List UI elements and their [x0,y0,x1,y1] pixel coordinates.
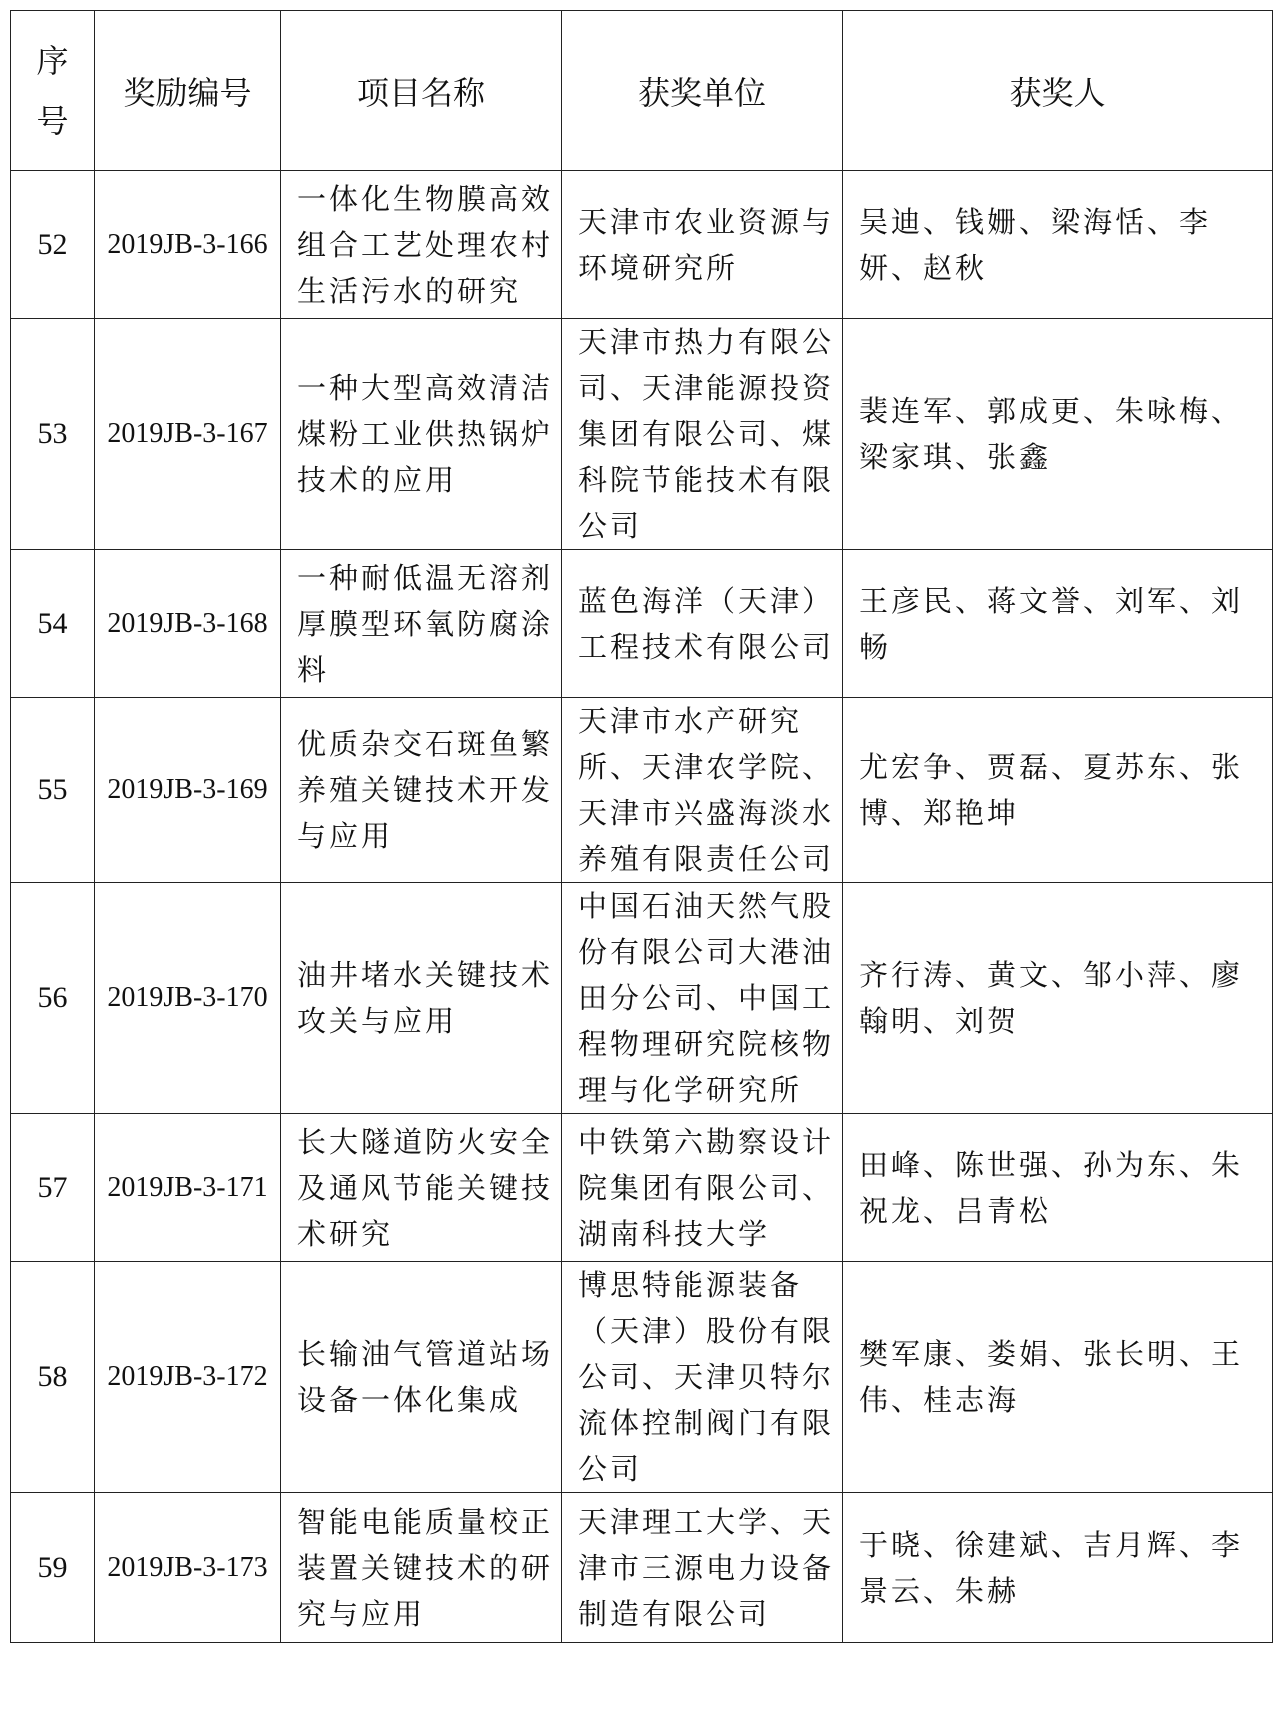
table-row [11,171,1273,319]
header-project-name: 项目名称 [281,11,562,171]
cell-award-code: 2019JB-3-170 [95,883,281,1114]
table-row [11,698,1273,883]
cell-project-name: 一体化生物膜高效组合工艺处理农村生活污水的研究 [281,171,562,319]
cell-seq: 54 [11,550,95,698]
cell-award-unit: 天津市农业资源与环境研究所 [562,171,843,319]
cell-award-code: 2019JB-3-168 [95,550,281,698]
header-winners: 获奖人 [843,11,1273,171]
header-seq-line1: 序 [36,41,69,80]
cell-award-unit: 天津市水产研究所、天津农学院、天津市兴盛海淡水养殖有限责任公司 [562,698,843,883]
cell-seq: 52 [11,171,95,319]
header-award-code: 奖励编号 [95,11,281,171]
table-row [11,883,1273,1114]
table-row [11,550,1273,698]
cell-project-name: 长大隧道防火安全及通风节能关键技术研究 [281,1114,562,1262]
cell-project-name: 智能电能质量校正装置关键技术的研究与应用 [281,1493,562,1643]
header-award-unit: 获奖单位 [562,11,843,171]
cell-winners: 齐行涛、黄文、邹小萍、廖翰明、刘贺 [843,883,1273,1114]
cell-award-code: 2019JB-3-169 [95,698,281,883]
table-row [11,1262,1273,1493]
cell-winners: 尤宏争、贾磊、夏苏东、张博、郑艳坤 [843,698,1273,883]
cell-award-unit: 博思特能源装备（天津）股份有限公司、天津贝特尔流体控制阀门有限公司 [562,1262,843,1493]
cell-award-unit: 中铁第六勘察设计院集团有限公司、湖南科技大学 [562,1114,843,1262]
cell-project-name: 一种耐低温无溶剂厚膜型环氧防腐涂料 [281,550,562,698]
cell-winners: 吴迪、钱姗、梁海恬、李妍、赵秋 [843,171,1273,319]
cell-award-code: 2019JB-3-166 [95,171,281,319]
cell-award-unit: 天津市热力有限公司、天津能源投资集团有限公司、煤科院节能技术有限公司 [562,319,843,550]
cell-seq: 57 [11,1114,95,1262]
cell-award-unit: 蓝色海洋（天津）工程技术有限公司 [562,550,843,698]
cell-seq: 58 [11,1262,95,1493]
cell-winners: 王彦民、蒋文誉、刘军、刘畅 [843,550,1273,698]
cell-winners: 于晓、徐建斌、吉月辉、李景云、朱赫 [843,1493,1273,1643]
cell-project-name: 长输油气管道站场设备一体化集成 [281,1262,562,1493]
cell-seq: 53 [11,319,95,550]
awards-table [10,10,1273,1643]
cell-winners: 裴连军、郭成更、朱咏梅、梁家琪、张鑫 [843,319,1273,550]
cell-award-code: 2019JB-3-172 [95,1262,281,1493]
table-row [11,1114,1273,1262]
header-seq [11,11,95,171]
cell-seq: 59 [11,1493,95,1643]
cell-award-code: 2019JB-3-173 [95,1493,281,1643]
header-seq-line2: 号 [36,101,69,140]
cell-project-name: 一种大型高效清洁煤粉工业供热锅炉技术的应用 [281,319,562,550]
cell-project-name: 油井堵水关键技术攻关与应用 [281,883,562,1114]
cell-seq: 56 [11,883,95,1114]
cell-seq: 55 [11,698,95,883]
cell-project-name: 优质杂交石斑鱼繁养殖关键技术开发与应用 [281,698,562,883]
table-row [11,319,1273,550]
cell-award-unit: 中国石油天然气股份有限公司大港油田分公司、中国工程物理研究院核物理与化学研究所 [562,883,843,1114]
cell-award-unit: 天津理工大学、天津市三源电力设备制造有限公司 [562,1493,843,1643]
document-page [10,10,1272,1643]
cell-award-code: 2019JB-3-167 [95,319,281,550]
table-row [11,1493,1273,1643]
cell-winners: 樊军康、娄娟、张长明、王伟、桂志海 [843,1262,1273,1493]
header-row [11,11,1273,171]
cell-winners: 田峰、陈世强、孙为东、朱祝龙、吕青松 [843,1114,1273,1262]
cell-award-code: 2019JB-3-171 [95,1114,281,1262]
